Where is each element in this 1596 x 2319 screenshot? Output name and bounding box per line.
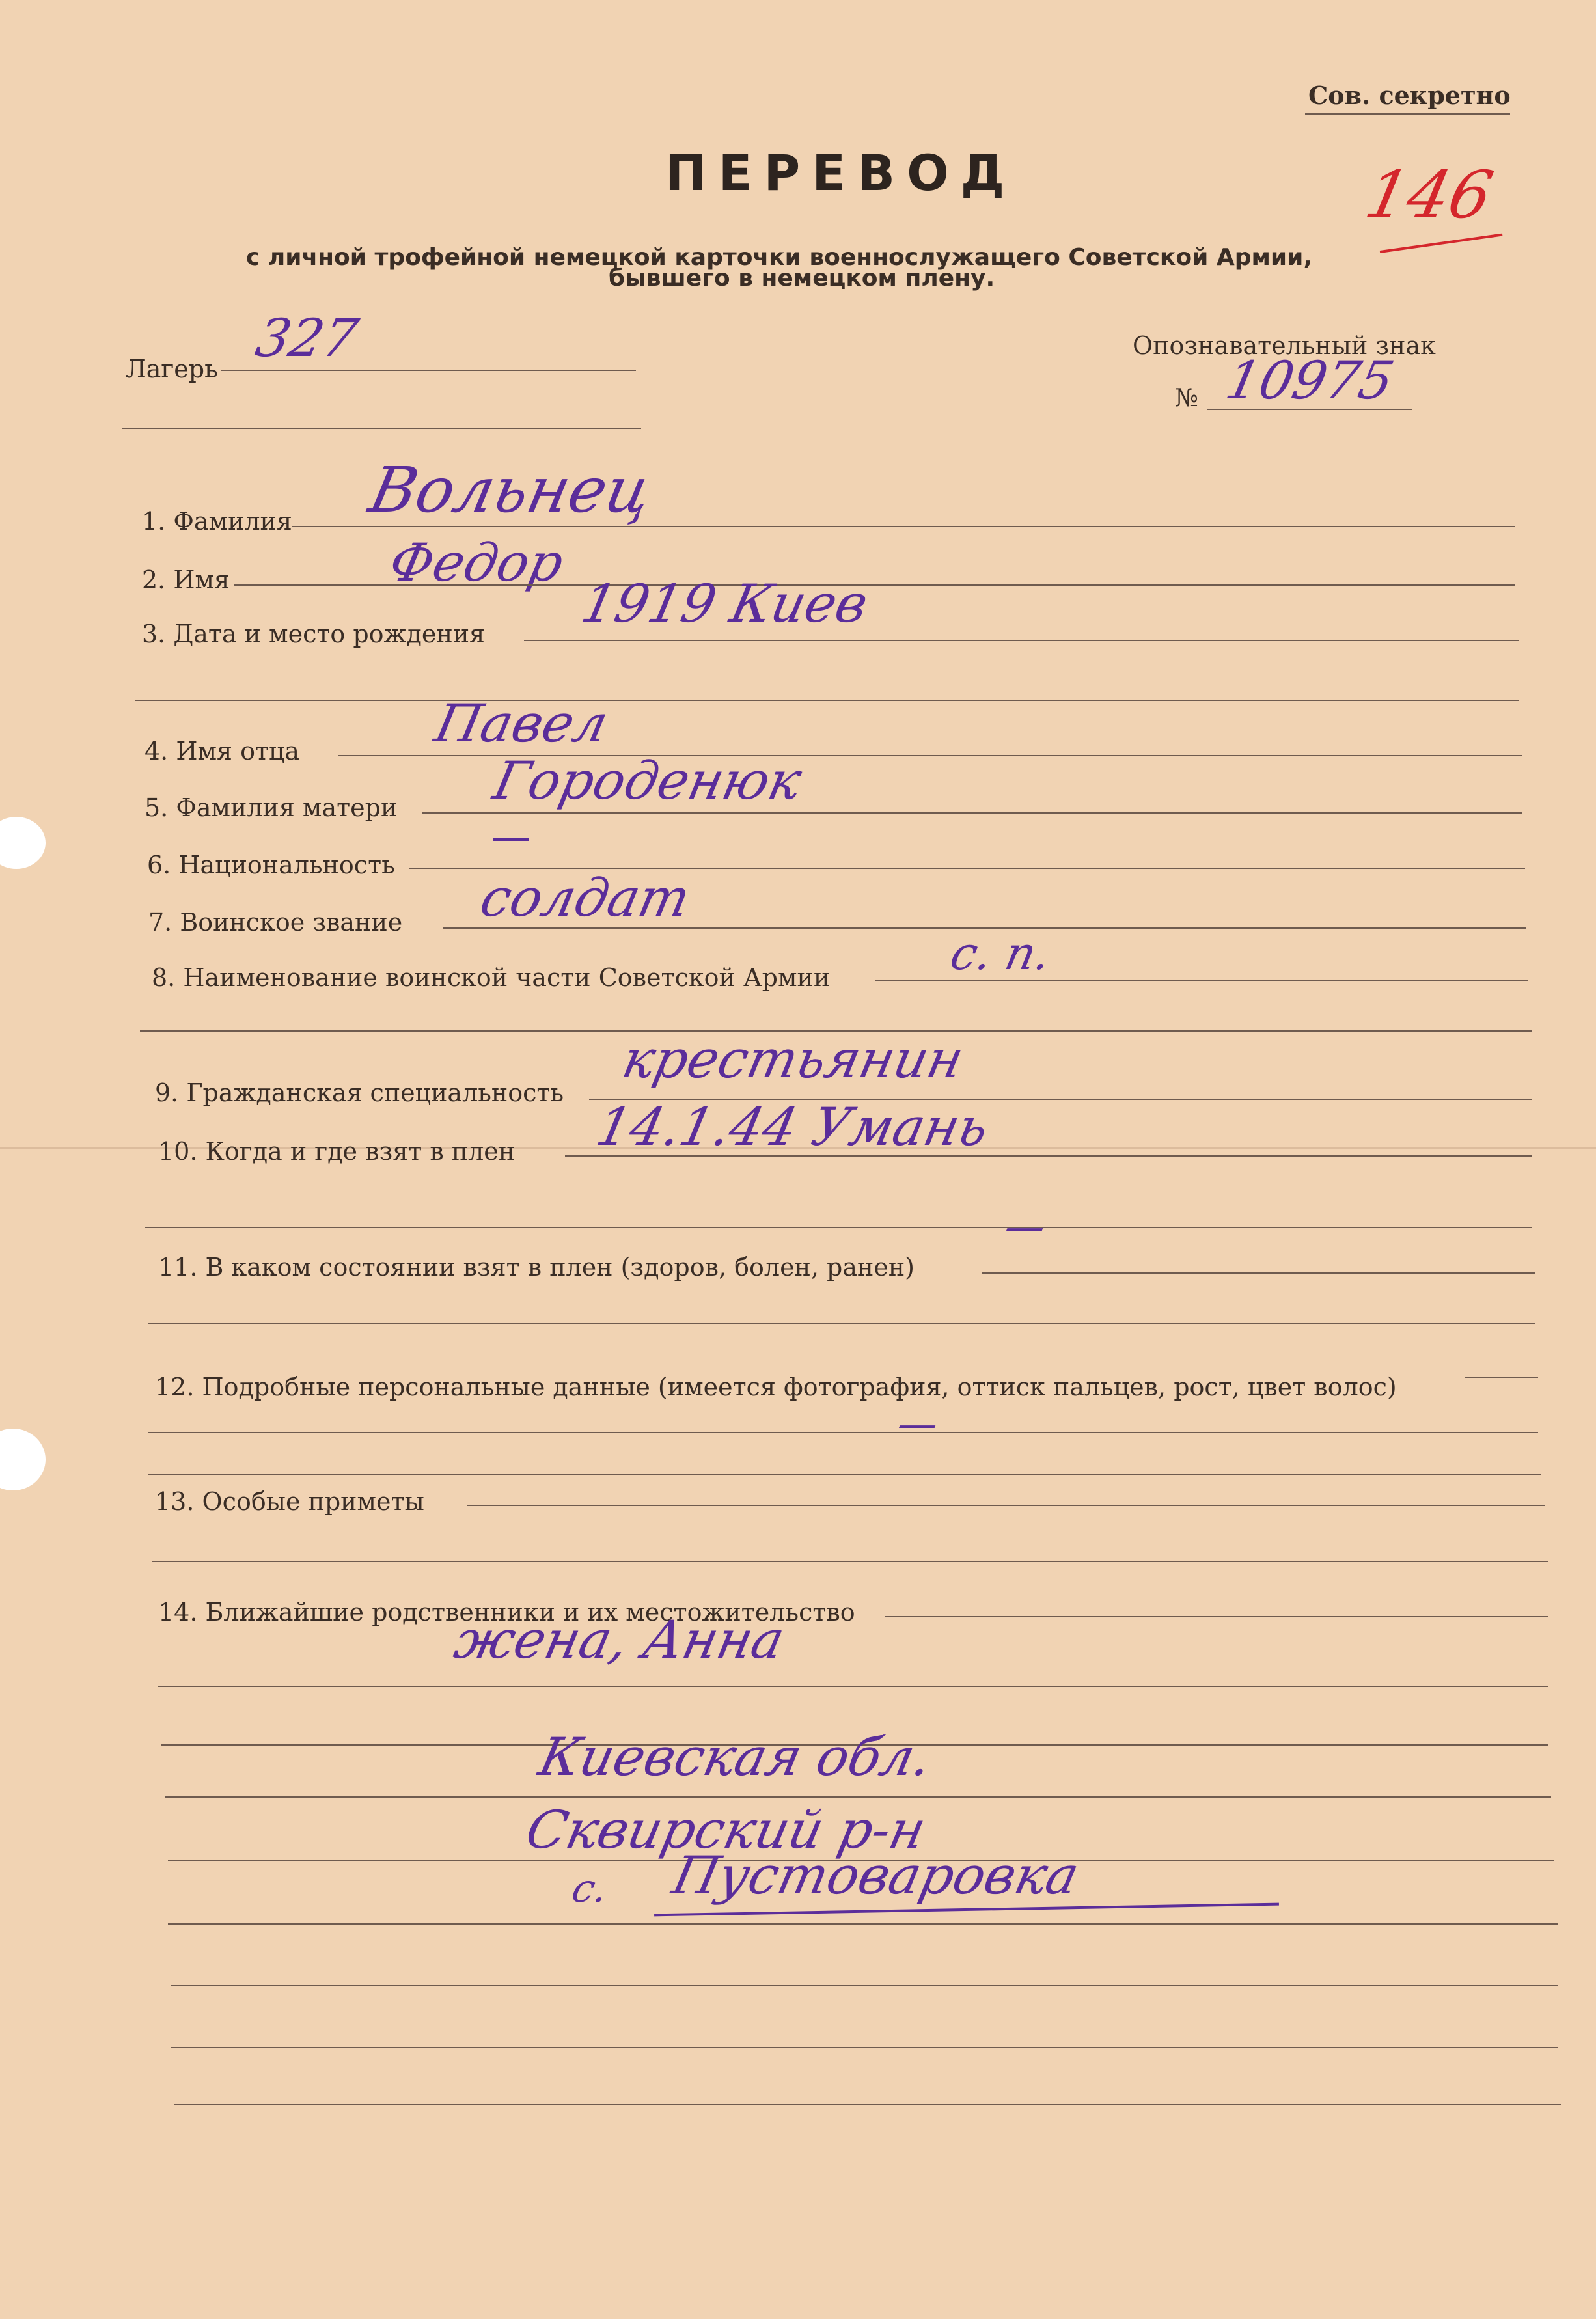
field-label-unit: 8. Наименование воинской части Советской Армии bbox=[152, 963, 831, 992]
field-line-condition-2 bbox=[148, 1323, 1535, 1324]
field-label-name: 2. Имя bbox=[142, 566, 230, 594]
field-value-name: Федор bbox=[384, 532, 569, 593]
relatives-rule-8 bbox=[174, 2104, 1561, 2105]
field-label-captured: 10. Когда и где взят в плен bbox=[158, 1137, 516, 1166]
camp-value: 327 bbox=[251, 308, 363, 368]
field-line-captured-2 bbox=[145, 1227, 1532, 1228]
relatives-line-2: Киевская обл. bbox=[534, 1727, 937, 1787]
field-value-father: Павел bbox=[430, 693, 614, 754]
field-line-birth-2 bbox=[135, 700, 1519, 701]
relatives-rule-1 bbox=[158, 1686, 1548, 1687]
relatives-rule-3 bbox=[165, 1796, 1551, 1798]
camp-line bbox=[221, 370, 636, 371]
field-label-personal-data: 12. Подробные персональные данные (имеется фотография, оттиск пальцев, рост, цвет волос) bbox=[155, 1373, 1397, 1401]
relatives-rule-6 bbox=[171, 1985, 1558, 1986]
field-label-condition: 11. В каком состоянии взят в плен (здоров, болен, ранен) bbox=[158, 1253, 915, 1282]
camp-line-2 bbox=[122, 428, 641, 429]
field-label-relatives: 14. Ближайшие родственники и их местожительство bbox=[158, 1598, 855, 1626]
field-label-special-marks: 13. Особые приметы bbox=[155, 1487, 424, 1516]
field-value-condition: — bbox=[1000, 1204, 1050, 1250]
id-tag-line bbox=[1207, 409, 1412, 410]
field-line-birth bbox=[524, 640, 1519, 641]
classification-underline bbox=[1305, 113, 1510, 115]
field-line-relatives bbox=[885, 1616, 1548, 1617]
id-tag-label: Опознавательный знак bbox=[1133, 331, 1436, 360]
field-line-mother bbox=[422, 812, 1522, 814]
field-line-surname bbox=[292, 526, 1515, 527]
field-line-unit bbox=[875, 980, 1528, 981]
field-value-profession: крестьянин bbox=[617, 1029, 969, 1090]
field-line-captured bbox=[565, 1155, 1532, 1157]
field-line-personal-data-3 bbox=[148, 1474, 1541, 1475]
field-value-captured: 14.1.44 Умань bbox=[591, 1097, 994, 1157]
id-tag-value: 10975 bbox=[1220, 350, 1399, 411]
field-label-nationality: 6. Национальность bbox=[147, 851, 395, 879]
field-label-rank: 7. Воинское звание bbox=[148, 908, 403, 937]
field-value-surname: Вольнец bbox=[363, 454, 658, 527]
relatives-line-1: жена, Анна bbox=[449, 1610, 790, 1670]
relatives-rule-7 bbox=[171, 2047, 1558, 2048]
field-line-condition bbox=[982, 1272, 1535, 1274]
classification-stamp: Сов. секретно bbox=[1308, 81, 1511, 110]
mother-dash bbox=[493, 838, 529, 841]
field-label-surname: 1. Фамилия bbox=[142, 507, 292, 536]
relatives-rule-5 bbox=[168, 1923, 1558, 1925]
field-label-mother: 5. Фамилия матери bbox=[144, 793, 398, 822]
document-title: ПЕРЕВОД bbox=[665, 144, 1017, 202]
punch-hole-bottom bbox=[0, 1429, 46, 1490]
field-line-name bbox=[234, 584, 1515, 586]
file-number: 146 bbox=[1358, 157, 1500, 233]
field-label-father: 4. Имя отца bbox=[144, 737, 300, 765]
field-value-unit: с. п. bbox=[946, 927, 1056, 980]
field-line-personal-data bbox=[1465, 1377, 1538, 1378]
file-number-underline bbox=[1380, 234, 1503, 253]
field-label-birth: 3. Дата и место рождения bbox=[142, 620, 486, 648]
field-line-special-marks bbox=[467, 1505, 1545, 1506]
field-line-special-marks-2 bbox=[152, 1561, 1548, 1562]
field-value-mother: Городенюк bbox=[488, 750, 807, 811]
relatives-line-4-prefix: с. bbox=[568, 1866, 612, 1912]
camp-label: Лагерь bbox=[126, 355, 218, 383]
field-value-personal-data: — bbox=[893, 1401, 942, 1447]
field-line-personal-data-2 bbox=[148, 1432, 1538, 1433]
punch-hole-top bbox=[0, 817, 46, 869]
field-label-profession: 9. Гражданская специальность bbox=[155, 1078, 564, 1107]
relatives-line-4: Пустоваровка bbox=[667, 1845, 1084, 1906]
subtitle-line-2: бывшего в немецком плену. bbox=[609, 265, 995, 292]
id-tag-number-prefix: № bbox=[1175, 383, 1198, 412]
relatives-line-3: Сквирский р-н bbox=[521, 1800, 931, 1860]
field-value-birth: 1919 Киев bbox=[576, 573, 874, 634]
field-value-rank: солдат bbox=[475, 868, 696, 928]
subtitle-line-1: с личной трофейной немецкой карточки военнослужащего Советской Армии, bbox=[246, 244, 1313, 271]
